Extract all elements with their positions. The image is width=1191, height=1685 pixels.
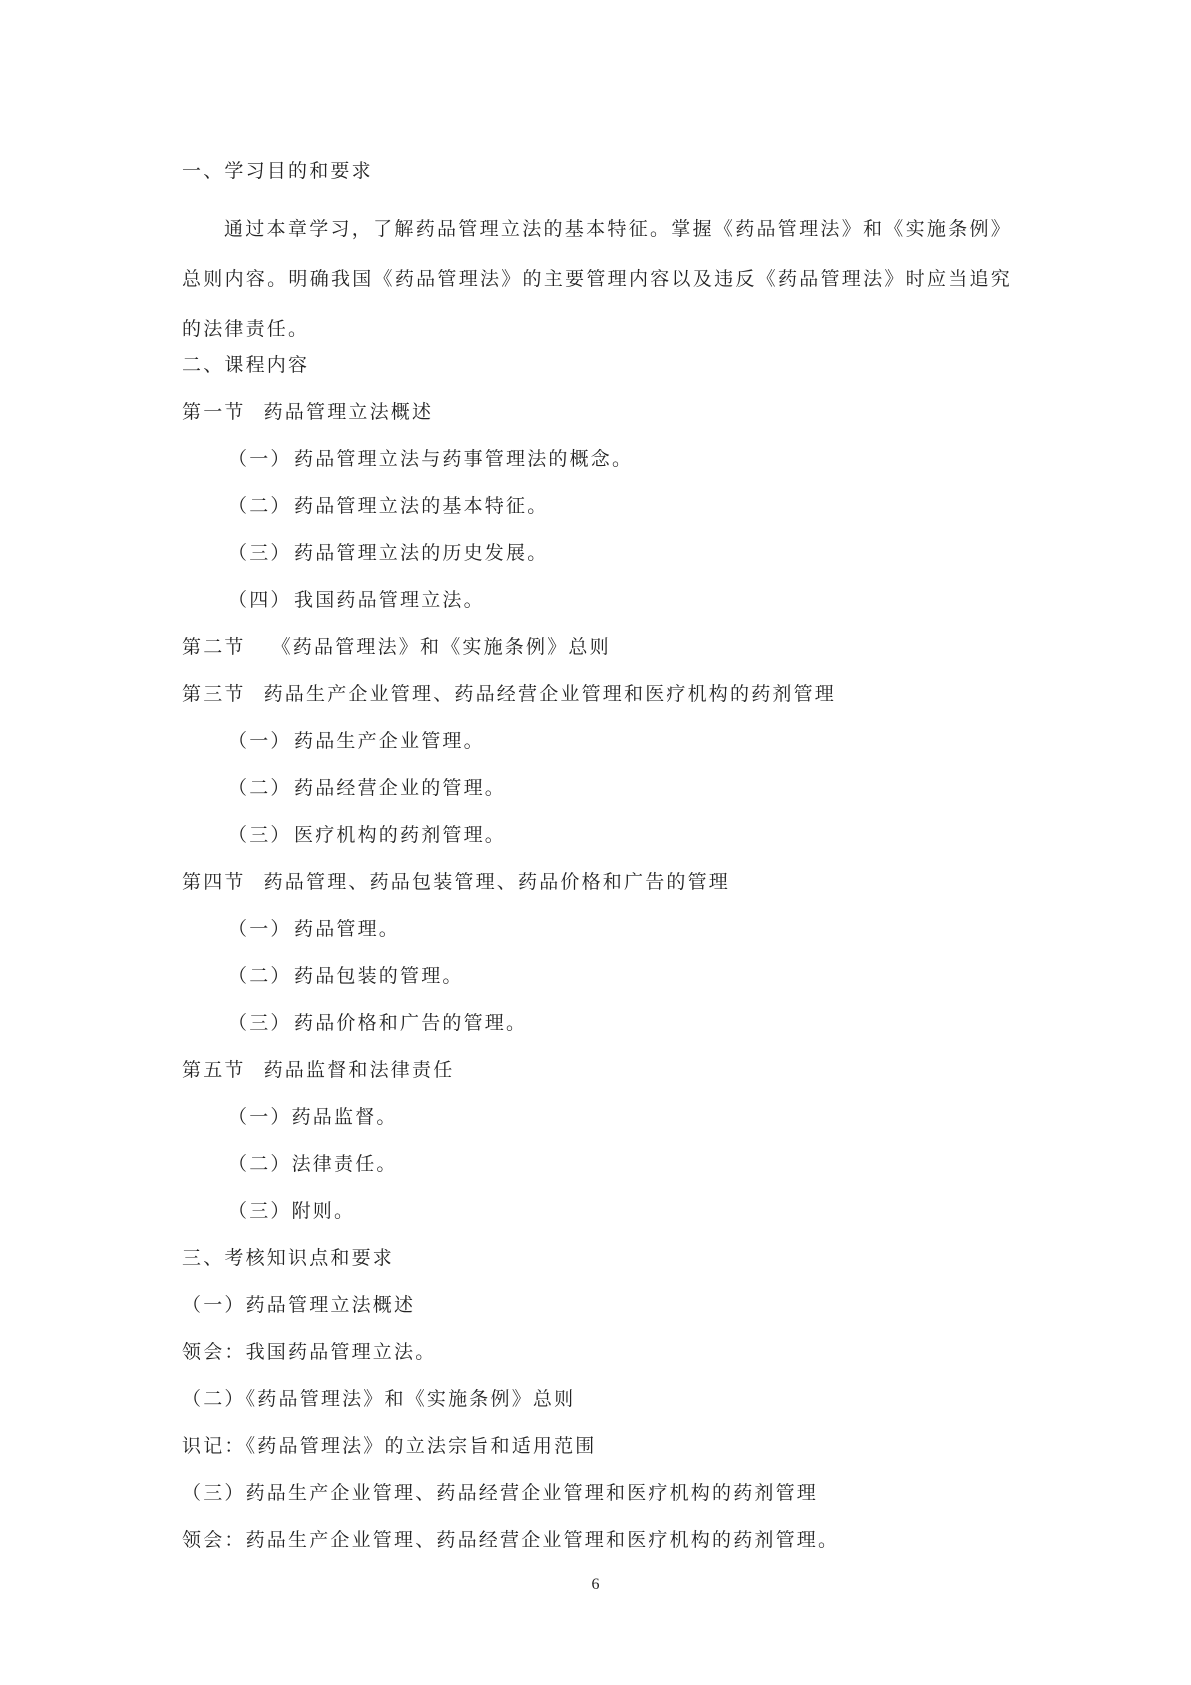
chapter-item — [182, 586, 1012, 633]
item-number: （一） — [228, 730, 292, 752]
assessment-line: 识记：《药品管理法》的立法宗旨和适用范围 — [182, 1435, 597, 1457]
chapter-label: 第五节 — [182, 1059, 246, 1081]
assessment-line: （三）药品生产企业管理、药品经营企业管理和医疗机构的药剂管理 — [182, 1482, 819, 1504]
item-text: 药品管理立法与药事管理法的概念。 — [294, 448, 634, 470]
item-number: （二） — [228, 777, 292, 799]
item-number: （二） — [228, 965, 292, 987]
item-number: （二） — [228, 495, 292, 517]
assessment-line: 领会：药品生产企业管理、药品经营企业管理和医疗机构的药剂管理。 — [182, 1529, 840, 1551]
chapter-item — [182, 1150, 1012, 1197]
item-text: 药品包装的管理。 — [294, 965, 464, 987]
section-heading-objectives: 一、学习目的和要求 — [182, 160, 373, 182]
item-number: （一） — [228, 918, 292, 940]
item-number: （二） — [228, 1153, 292, 1175]
item-number: （三） — [228, 824, 292, 846]
item-text: 药品管理立法的历史发展。 — [294, 542, 549, 564]
chapter-heading — [182, 868, 1012, 915]
assessment-line: 领会：我国药品管理立法。 — [182, 1341, 437, 1363]
chapter-heading — [182, 633, 1012, 680]
chapter-label: 第一节 — [182, 401, 246, 423]
objectives-paragraph: 通过本章学习，了解药品管理立法的基本特征。掌握《药品管理法》和《实施条例》总则内容。明确我国《药品管理法》的主要管理内容以及违反《药品管理法》时应当追究的法律责任。 — [182, 218, 1012, 340]
chapter-title: 《药品管理法》和《实施条例》总则 — [271, 636, 611, 658]
item-text: 药品管理。 — [294, 918, 401, 940]
chapter-heading — [182, 398, 1012, 445]
chapter-label: 第三节 — [182, 683, 246, 705]
item-text: 附则。 — [291, 1200, 356, 1222]
chapter-label: 第四节 — [182, 871, 246, 893]
assessment-line: （一）药品管理立法概述 — [182, 1294, 416, 1316]
item-text: 医疗机构的药剂管理。 — [294, 824, 507, 846]
chapter-item — [182, 727, 1012, 774]
item-text: 药品生产企业管理。 — [294, 730, 485, 752]
item-number: （一） — [228, 448, 292, 470]
chapter-item — [182, 492, 1012, 539]
chapter-item — [182, 915, 1012, 962]
item-text: 药品监督。 — [291, 1106, 398, 1128]
item-number: （三） — [228, 1012, 292, 1034]
chapter-item — [182, 1197, 1012, 1244]
item-text: 我国药品管理立法。 — [294, 589, 485, 611]
chapter-item — [182, 445, 1012, 492]
chapter-item — [182, 962, 1012, 1009]
chapter-title: 药品管理、药品包装管理、药品价格和广告的管理 — [263, 871, 731, 893]
chapter-heading — [182, 1056, 1012, 1103]
document-body — [182, 157, 1012, 1573]
item-number: （一） — [228, 1106, 292, 1128]
chapter-title: 药品管理立法概述 — [263, 401, 434, 423]
chapter-item — [182, 1103, 1012, 1150]
chapter-item — [182, 1009, 1012, 1056]
section-heading-assessment: 三、考核知识点和要求 — [182, 1247, 395, 1269]
item-text: 药品价格和广告的管理。 — [294, 1012, 528, 1034]
chapter-label: 第二节 — [182, 636, 246, 658]
item-text: 药品经营企业的管理。 — [294, 777, 507, 799]
item-number: （三） — [228, 1200, 292, 1222]
assessment-line: （二）《药品管理法》和《实施条例》总则 — [182, 1388, 576, 1410]
item-number: （四） — [228, 589, 292, 611]
item-number: （三） — [228, 542, 292, 564]
chapter-item — [182, 821, 1012, 868]
item-text: 法律责任。 — [291, 1153, 398, 1175]
page-number: 6 — [591, 1576, 600, 1593]
chapter-title: 药品监督和法律责任 — [263, 1059, 455, 1081]
section-heading-content: 二、课程内容 — [182, 354, 310, 376]
chapter-title: 药品生产企业管理、药品经营企业管理和医疗机构的药剂管理 — [263, 683, 837, 705]
item-text: 药品管理立法的基本特征。 — [294, 495, 549, 517]
chapter-item — [182, 539, 1012, 586]
chapter-item — [182, 774, 1012, 821]
chapter-heading — [182, 680, 1012, 727]
